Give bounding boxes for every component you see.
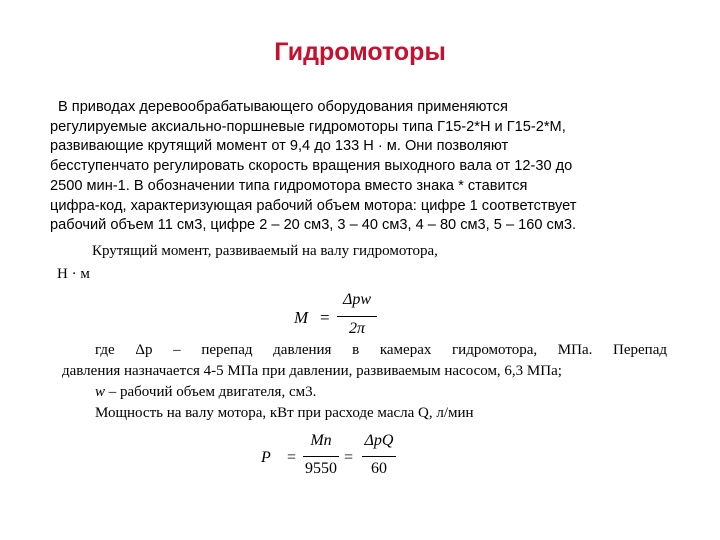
torque-caption: Крутящий момент, развиваемый на валу гидромотора, <box>92 243 438 259</box>
intro-line: регулируемые аксиально-поршневые гидромоторы типа Г15-2*Н и Г15-2*М, <box>50 118 566 135</box>
intro-line: рабочий объем 11 см3, цифре 2 – 20 см3, 3 – 40 см3, 4 – 80 см3, 5 – 160 см3. <box>50 217 577 234</box>
formula-numerator: Mn <box>310 432 332 449</box>
power-caption: Мощность на валу мотора, кВт при расходе масла Q, л/мин <box>95 405 474 421</box>
fraction-bar <box>337 316 377 317</box>
where-w-line <box>62 382 667 403</box>
where-paragraph <box>62 340 667 424</box>
w-symbol: w <box>95 384 106 400</box>
where-line: давления назначается 4-5 МПа при давлении, развиваемым насосом, 6,3 МПа; <box>62 363 562 379</box>
intro-line: цифра-код, характеризующая рабочий объем мотора: цифре 1 соответствует <box>50 197 577 214</box>
intro-line: развивающие крутящий момент от 9,4 до 133 Н · м. Они позволяют <box>50 138 509 155</box>
formula-equals: = <box>320 308 330 327</box>
intro-line: 2500 мин-1. В обозначении типа гидромотора вместо знака * ставится <box>50 177 528 194</box>
where-line: где Δp – перепад давления в камерах гидромотора, МПа. Перепад <box>95 342 667 358</box>
w-description: – рабочий объем двигателя, см3. <box>105 384 317 400</box>
formula-denominator: 2π <box>348 320 365 337</box>
fraction-bar <box>303 456 339 457</box>
formula-numerator: Δpw <box>342 291 372 308</box>
formula-numerator: ΔpQ <box>364 432 394 449</box>
intro-paragraph <box>50 98 670 236</box>
torque-units: Н · м <box>57 266 90 282</box>
formula-denominator: 60 <box>371 460 387 477</box>
intro-line: бесступенчато регулировать скорость вращения выходного вала от 12-30 до <box>50 158 573 175</box>
page-title: Гидромоторы <box>274 38 446 66</box>
formula-lhs: M <box>294 308 309 327</box>
intro-line: В приводах деревообрабатывающего оборудования применяются <box>58 99 508 115</box>
formula-equals: = <box>344 449 354 466</box>
formula-lhs: P <box>261 449 271 466</box>
fraction-bar <box>362 456 396 457</box>
formula-denominator: 9550 <box>305 460 337 477</box>
formula-equals: = <box>287 449 297 466</box>
